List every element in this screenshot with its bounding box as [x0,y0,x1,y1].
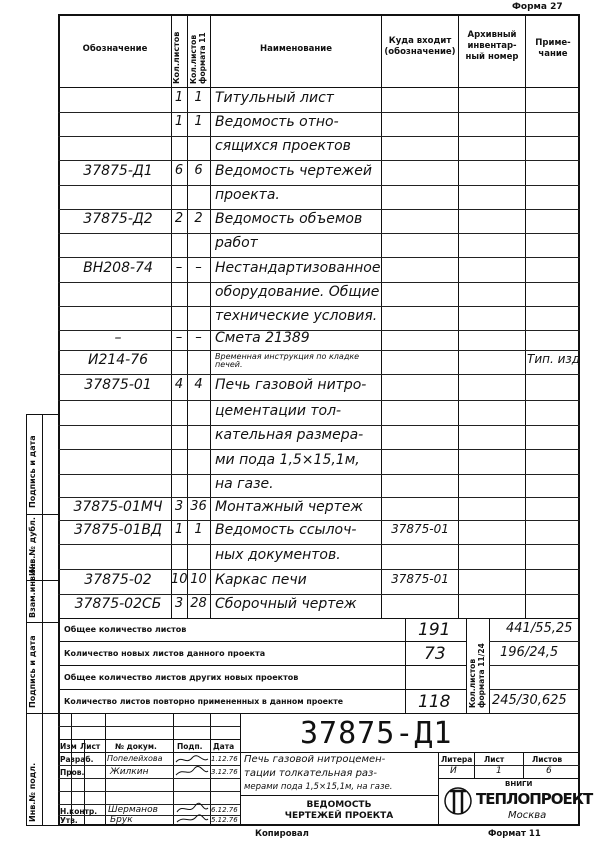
doc-title-line-2: ЧЕРТЕЖЕЙ ПРОЕКТА [284,811,394,821]
row-code: 37875-Д1 [83,162,153,179]
row-name: Монтажный чертеж [215,498,364,515]
table-row [58,400,580,425]
row-code: 37875-01ВД [74,522,162,538]
row-sheets: 1 [174,522,184,537]
sheet-label: Лист [484,755,505,764]
row-name: технические условия. [215,308,378,324]
copied-label: Копировал [255,829,309,839]
header-name: Наименование [260,44,332,54]
row-sheets: 1 [174,90,184,105]
row-name: Смета 21389 [215,330,310,346]
row-code: 37875-Д2 [83,211,153,227]
row-name: Печь газовой нитро- [215,377,367,393]
row-name: оборудование. Общие [215,284,380,300]
stamp-title-line-1: Печь газовой нитроцемен- [244,754,386,765]
row-name: на газе. [215,475,274,492]
row-code: 37875-02 [84,571,152,588]
row-name: Каркас печи [215,571,307,588]
header-note: Приме- чание [535,38,571,59]
row-name: Ведомость ссылоч- [215,522,357,538]
row-sheets-format: 4 [194,377,203,392]
row-name: Ведомость чертежей [215,162,373,179]
table-row [58,160,580,185]
stamp-col-sign: Подп. [177,742,203,751]
form-label: Форма 27 [512,2,563,12]
date-approver: 5.12.76 [211,816,238,824]
table-row [58,374,580,400]
total-label-2: Общее количество листов других новых проектов [64,673,299,682]
doc-title-line-1: ВЕДОМОСТЬ [306,800,372,810]
row-sheets-format: 1 [194,114,203,129]
table-row [58,569,580,594]
row-code: – [114,330,122,346]
row-sheets-format: 10 [190,571,207,587]
total-label-1: Количество новых листов данного проекта [64,649,266,658]
org-city: Москва [508,810,547,821]
side-label-sign-2: Подпись и дата [28,635,37,708]
row-name: сящихся проектов [215,138,351,154]
row-name: Временная инструкция по кладке печей. [215,352,360,369]
role-norm-control: Н.контр. [60,807,98,816]
org-name: ТЕПЛОПРОЕКТ [476,790,593,808]
row-sheets: 3 [174,596,184,611]
row-code: 37875-02СБ [74,596,162,612]
row-sheets: – [175,330,183,345]
table-row [58,449,580,474]
table-row [58,425,580,449]
format-box-label: Кол.листов формата 11/24 [468,643,486,708]
format-value-1: 441/55,25 [506,621,573,636]
row-sheets-format: 6 [194,162,203,178]
name-approver: Брук [110,815,133,825]
row-name: Ведомость отно- [215,114,339,130]
sheets-label: Листов [532,755,563,764]
header-sheet-count: Кол.листов [172,31,181,84]
row-sheets-format: 1 [194,522,203,537]
total-label-3: Количество листов повторно примененных в данном проекте [64,697,344,706]
stamp-title-line-3: мерами пода 1,5×15,1м, на газе. [244,782,393,792]
table-row [58,209,580,233]
table-row [58,185,580,209]
row-name: работ [215,235,258,251]
role-approver: Утв. [60,816,78,825]
total-value-1: 73 [424,644,446,664]
stamp-code: 37875-Д1 [300,716,453,751]
row-sheets-format: – [195,330,202,345]
litera-label: Литера [441,755,473,764]
row-code: ВН208-74 [83,259,153,276]
date-norm-control: 6.12.76 [211,806,238,814]
row-name: кательная размера- [215,427,364,443]
total-value-3: 118 [418,692,451,712]
row-name: Сборочный чертеж [215,596,357,612]
header-designation: Обозначение [82,44,148,54]
litera-value: И [450,766,457,776]
side-label-orig-inv: Инв.№ подл. [28,762,37,822]
sheets-value: 6 [546,766,552,776]
row-name: Титульный лист [215,90,334,106]
signature-scribbles [174,753,210,825]
role-developer: Разраб. [60,755,94,764]
sheet-value: 1 [496,766,502,776]
row-sheets-format: 1 [194,90,203,105]
row-sheets-format: 2 [194,211,203,226]
row-name: ми пода 1,5×15,1м, [215,451,360,468]
row-sheets: – [175,259,183,275]
org-small: ВНИГИ [505,780,533,788]
row-code: И214-76 [87,352,149,368]
header-destination: Куда входит (обозначение) [384,36,456,57]
table-row [58,350,580,374]
row-sheets-format: – [195,259,202,275]
stamp-title-line-2: тации толкательная раз- [244,768,377,779]
stamp-col-change: Изм [60,742,77,751]
row-sheets: 3 [174,498,184,514]
date-checker: 3.12.76 [211,768,238,776]
total-value-0: 191 [418,620,451,640]
table-row [58,282,580,306]
format-label: Формат 11 [488,829,541,839]
role-checker: Пров. [60,768,85,777]
stamp-col-docnum: № докум. [115,742,157,751]
table-row [58,233,580,257]
format-value-3: 245/30,625 [492,693,567,708]
row-sheets: 4 [174,377,184,392]
row-destination: 37875-01 [391,522,449,536]
row-code: 37875-01 [84,377,152,393]
name-developer: Попелейхова [107,754,163,763]
row-sheets-format: 28 [190,596,207,611]
row-sheets: 6 [174,162,184,178]
table-row [58,520,580,544]
row-sheets-format: 36 [190,498,207,514]
row-code: 37875-01МЧ [73,498,163,515]
date-developer: 1.12.76 [211,755,238,763]
table-row [58,474,580,497]
header-sheet-count-format: Кол.листов формата 11 [189,32,207,84]
table-row [58,594,580,618]
table-row [58,497,580,520]
table-row [58,112,580,136]
table-row [58,88,580,112]
side-label-dup-inv: Инв.№ дубл. [28,517,37,576]
row-sheets: 2 [174,211,184,226]
table-row [58,544,580,569]
table-row [58,330,580,350]
stamp-col-sheet: Лист [80,742,101,751]
name-norm-control: Шерманов [108,805,158,815]
row-name: цементации тол- [215,402,342,419]
table-row [58,257,580,282]
table-row [58,306,580,330]
row-name: проекта. [215,187,280,203]
side-label-replaced-inv: Взам.инв.№ [28,563,37,618]
row-sheets: 10 [171,571,188,587]
row-name: Ведомость объемов [215,211,363,227]
total-label-0: Общее количество листов [64,625,187,634]
row-name: Нестандартизованное [215,259,381,276]
row-name: ных документов. [215,546,341,563]
row-note: Тип. изд [527,352,581,366]
table-row [58,136,580,160]
teploproekt-logo-icon [443,781,473,821]
name-checker: Жилкин [110,767,149,777]
row-destination: 37875-01 [391,571,449,586]
side-label-sign-1: Подпись и дата [28,435,37,508]
header-archive: Архивный инвентар- ный номер [465,30,519,62]
stamp-col-date: Дата [213,742,235,751]
format-value-2: 196/24,5 [500,645,559,660]
row-sheets: 1 [174,114,184,129]
